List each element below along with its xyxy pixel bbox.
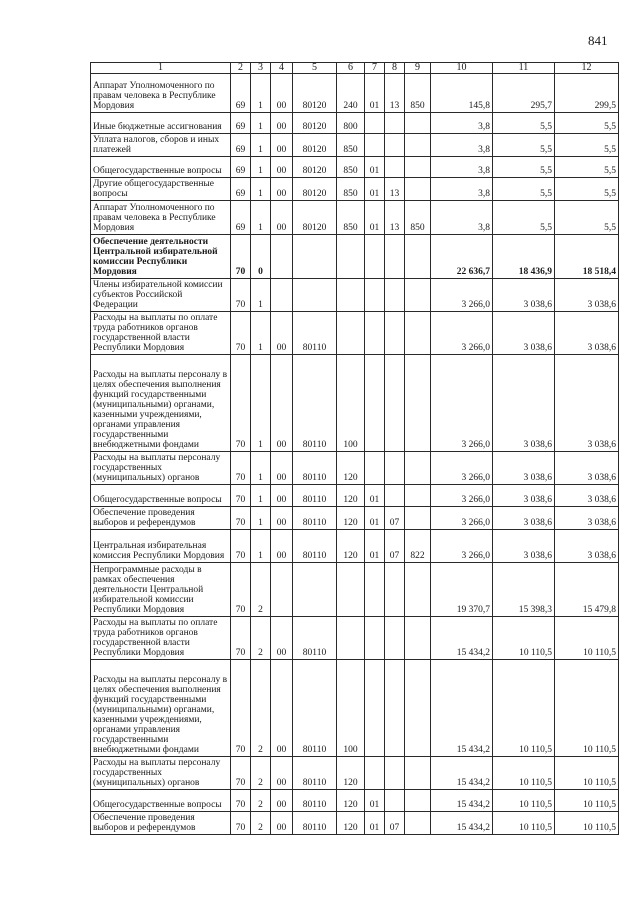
column-header: 11: [493, 63, 555, 74]
table-cell: 1: [251, 134, 271, 157]
table-cell: 5,5: [555, 113, 619, 134]
table-cell: 00: [271, 530, 293, 563]
table-cell: 5,5: [493, 157, 555, 178]
table-row: [91, 790, 619, 812]
table-cell: 5,5: [555, 157, 619, 178]
table-cell: [365, 617, 385, 660]
table-cell: [405, 790, 431, 812]
column-header: 3: [251, 63, 271, 74]
table-cell: 00: [271, 74, 293, 113]
table-cell: 00: [271, 757, 293, 790]
table-cell: 18 518,4: [555, 235, 619, 279]
table-cell: [405, 617, 431, 660]
table-cell: 3 038,6: [555, 530, 619, 563]
table-cell: 2: [251, 757, 271, 790]
table-row: [91, 355, 619, 452]
table-row: [91, 312, 619, 355]
row-name-cell: Обеспечение деятельности Центральной избирательной комиссии Республики Мордовия: [91, 235, 231, 279]
table-cell: 00: [271, 485, 293, 507]
column-header: 12: [555, 63, 619, 74]
table-row: [91, 485, 619, 507]
table-cell: 3 038,6: [555, 507, 619, 530]
table-cell: [337, 563, 365, 617]
table-cell: 00: [271, 812, 293, 835]
row-name-cell: Расходы на выплаты персоналу государственных (муниципальных) органов: [91, 757, 231, 790]
column-header: 8: [385, 63, 405, 74]
table-cell: 70: [231, 485, 251, 507]
table-cell: [365, 134, 385, 157]
table-cell: 100: [337, 660, 365, 757]
column-header: 9: [405, 63, 431, 74]
table-cell: 2: [251, 790, 271, 812]
table-cell: 1: [251, 74, 271, 113]
table-cell: [405, 563, 431, 617]
table-cell: 18 436,9: [493, 235, 555, 279]
table-cell: 01: [365, 74, 385, 113]
table-cell: 120: [337, 757, 365, 790]
table-cell: 70: [231, 355, 251, 452]
table-cell: 3 038,6: [493, 279, 555, 312]
table-cell: 00: [271, 790, 293, 812]
table-cell: [405, 452, 431, 485]
table-cell: [385, 157, 405, 178]
row-name-cell: Расходы на выплаты персоналу государственных (муниципальных) органов: [91, 452, 231, 485]
table-cell: 19 370,7: [431, 563, 493, 617]
table-cell: 850: [337, 178, 365, 201]
table-cell: 70: [231, 812, 251, 835]
table-cell: 120: [337, 530, 365, 563]
table-cell: 01: [365, 530, 385, 563]
table-cell: 70: [231, 530, 251, 563]
table-cell: [365, 660, 385, 757]
table-row: [91, 113, 619, 134]
table-cell: 10 110,5: [555, 790, 619, 812]
table-cell: [405, 355, 431, 452]
table-cell: 80110: [293, 617, 337, 660]
column-header: 10: [431, 63, 493, 74]
table-cell: 10 110,5: [493, 812, 555, 835]
table-cell: 3 038,6: [555, 355, 619, 452]
row-name-cell: Другие общегосударственные вопросы: [91, 178, 231, 201]
table-cell: 00: [271, 355, 293, 452]
table-cell: [385, 485, 405, 507]
table-cell: 3 266,0: [431, 312, 493, 355]
table-cell: [385, 134, 405, 157]
column-header: 7: [365, 63, 385, 74]
row-name-cell: Общегосударственные вопросы: [91, 790, 231, 812]
table-cell: 3 038,6: [555, 279, 619, 312]
table-cell: 70: [231, 452, 251, 485]
row-name-cell: Непрограммные расходы в рамках обеспечения деятельности Центральной избирательной комиссии Республики Мордовия: [91, 563, 231, 617]
row-name-cell: Аппарат Уполномоченного по правам человека в Республике Мордовия: [91, 74, 231, 113]
table-cell: 15 434,2: [431, 757, 493, 790]
table-cell: 822: [405, 530, 431, 563]
table-cell: 80110: [293, 660, 337, 757]
table-cell: 1: [251, 355, 271, 452]
table-cell: 15 434,2: [431, 617, 493, 660]
table-cell: 299,5: [555, 74, 619, 113]
table-cell: 3,8: [431, 157, 493, 178]
table-cell: 69: [231, 113, 251, 134]
table-cell: 1: [251, 485, 271, 507]
table-cell: [405, 235, 431, 279]
table-cell: 00: [271, 507, 293, 530]
table-cell: 00: [271, 452, 293, 485]
table-cell: [337, 279, 365, 312]
table-cell: 2: [251, 563, 271, 617]
table-cell: 2: [251, 617, 271, 660]
table-cell: [337, 617, 365, 660]
table-row: [91, 74, 619, 113]
row-name-cell: Уплата налогов, сборов и иных платежей: [91, 134, 231, 157]
row-name-cell: Члены избирательной комиссии субъектов Российской Федерации: [91, 279, 231, 312]
column-header: 5: [293, 63, 337, 74]
table-cell: 70: [231, 507, 251, 530]
table-cell: 80110: [293, 355, 337, 452]
table-cell: 80110: [293, 812, 337, 835]
table-cell: 70: [231, 617, 251, 660]
table-cell: 850: [337, 201, 365, 235]
table-cell: 15 434,2: [431, 812, 493, 835]
table-cell: 70: [231, 279, 251, 312]
table-cell: 69: [231, 157, 251, 178]
table-cell: 80110: [293, 452, 337, 485]
table-cell: [385, 660, 405, 757]
column-header: 1: [91, 63, 231, 74]
table-cell: [385, 312, 405, 355]
table-row: [91, 279, 619, 312]
page-number: 841: [588, 33, 608, 48]
table-cell: 1: [251, 530, 271, 563]
column-header: 6: [337, 63, 365, 74]
table-cell: 1: [251, 312, 271, 355]
table-cell: 10 110,5: [493, 757, 555, 790]
table-cell: 1: [251, 201, 271, 235]
table-cell: [405, 113, 431, 134]
table-row: [91, 178, 619, 201]
table-cell: 5,5: [493, 113, 555, 134]
table-cell: 00: [271, 201, 293, 235]
table-cell: 3 038,6: [493, 452, 555, 485]
table-cell: 80120: [293, 113, 337, 134]
table-cell: 01: [365, 507, 385, 530]
table-cell: [337, 235, 365, 279]
table-row: [91, 235, 619, 279]
table-cell: 2: [251, 660, 271, 757]
table-cell: [293, 563, 337, 617]
table-cell: 120: [337, 812, 365, 835]
table-cell: 80110: [293, 507, 337, 530]
row-name-cell: Общегосударственные вопросы: [91, 157, 231, 178]
table-cell: 800: [337, 113, 365, 134]
table-row: [91, 134, 619, 157]
table-cell: 5,5: [493, 178, 555, 201]
table-cell: 3 038,6: [555, 485, 619, 507]
table-cell: [365, 279, 385, 312]
table-cell: [271, 235, 293, 279]
table-cell: [365, 563, 385, 617]
table-cell: 3,8: [431, 201, 493, 235]
table-cell: 5,5: [555, 201, 619, 235]
table-cell: 00: [271, 178, 293, 201]
table-body: [91, 74, 619, 835]
table-cell: 69: [231, 201, 251, 235]
table-cell: 3 266,0: [431, 355, 493, 452]
table-cell: 3 038,6: [493, 485, 555, 507]
table-cell: [405, 312, 431, 355]
table-cell: 80110: [293, 757, 337, 790]
table-cell: 13: [385, 74, 405, 113]
table-cell: 3 038,6: [493, 312, 555, 355]
table-row: [91, 201, 619, 235]
table-cell: 5,5: [493, 134, 555, 157]
table-cell: [405, 157, 431, 178]
table-cell: 3,8: [431, 134, 493, 157]
table-cell: [405, 485, 431, 507]
table-cell: 70: [231, 235, 251, 279]
row-name-cell: Расходы на выплаты персоналу в целях обеспечения выполнения функций государственными (муниципальными) органами, казенными учреждениями, органами управления государственными внебюджетными фондами: [91, 660, 231, 757]
table-cell: [385, 452, 405, 485]
table-row: [91, 507, 619, 530]
table-cell: 70: [231, 757, 251, 790]
table-cell: [271, 279, 293, 312]
table-cell: 00: [271, 660, 293, 757]
table-cell: 10 110,5: [493, 790, 555, 812]
table-cell: 10 110,5: [555, 812, 619, 835]
table-cell: 00: [271, 134, 293, 157]
table-cell: 13: [385, 178, 405, 201]
row-name-cell: Расходы на выплаты по оплате труда работников органов государственной власти Республики Мордовия: [91, 617, 231, 660]
table-cell: 1: [251, 113, 271, 134]
table-cell: 3 266,0: [431, 279, 493, 312]
table-cell: [385, 355, 405, 452]
table-cell: 15 398,3: [493, 563, 555, 617]
table-cell: 80120: [293, 157, 337, 178]
table-cell: [405, 279, 431, 312]
table-cell: 70: [231, 660, 251, 757]
table-cell: 850: [337, 134, 365, 157]
table-cell: 0: [251, 235, 271, 279]
row-name-cell: Аппарат Уполномоченного по правам человека в Республике Мордовия: [91, 201, 231, 235]
table-cell: 01: [365, 157, 385, 178]
row-name-cell: Общегосударственные вопросы: [91, 485, 231, 507]
table-cell: 80120: [293, 134, 337, 157]
table-cell: [385, 235, 405, 279]
table-cell: 3 038,6: [493, 355, 555, 452]
table-cell: [385, 757, 405, 790]
table-cell: 120: [337, 507, 365, 530]
table-cell: 145,8: [431, 74, 493, 113]
table-cell: [385, 279, 405, 312]
table-cell: 01: [365, 201, 385, 235]
table-cell: 80110: [293, 312, 337, 355]
table-cell: 3 266,0: [431, 530, 493, 563]
table-cell: 3 038,6: [555, 452, 619, 485]
table-row: [91, 563, 619, 617]
row-name-cell: Иные бюджетные ассигнования: [91, 113, 231, 134]
table-cell: [293, 235, 337, 279]
table-cell: 850: [337, 157, 365, 178]
table-cell: 120: [337, 485, 365, 507]
table-header: [91, 63, 619, 74]
table-row: [91, 660, 619, 757]
table-cell: 3 266,0: [431, 452, 493, 485]
table-cell: 10 110,5: [555, 757, 619, 790]
table-cell: 01: [365, 812, 385, 835]
row-name-cell: Расходы на выплаты персоналу в целях обеспечения выполнения функций государственными (муниципальными) органами, казенными учреждениями, органами управления государственными внебюджетными фондами: [91, 355, 231, 452]
table-cell: [365, 757, 385, 790]
table-cell: 240: [337, 74, 365, 113]
budget-table: [90, 62, 619, 835]
table-cell: 07: [385, 812, 405, 835]
table-cell: [405, 178, 431, 201]
table-row: [91, 452, 619, 485]
table-cell: 01: [365, 178, 385, 201]
table-cell: 13: [385, 201, 405, 235]
table-cell: 1: [251, 157, 271, 178]
table-cell: 15 434,2: [431, 660, 493, 757]
table-cell: 00: [271, 312, 293, 355]
table-cell: [385, 617, 405, 660]
table-cell: 3 038,6: [493, 507, 555, 530]
table-cell: [385, 113, 405, 134]
table-cell: 70: [231, 563, 251, 617]
table-cell: 5,5: [555, 134, 619, 157]
table-cell: 3,8: [431, 113, 493, 134]
table-row: [91, 812, 619, 835]
table-cell: 120: [337, 790, 365, 812]
table-cell: 80120: [293, 201, 337, 235]
table-row: [91, 157, 619, 178]
table-cell: [365, 312, 385, 355]
table-cell: 10 110,5: [493, 617, 555, 660]
table-cell: 850: [405, 74, 431, 113]
row-name-cell: Центральная избирательная комиссия Республики Мордовия: [91, 530, 231, 563]
table-cell: [365, 235, 385, 279]
table-row: [91, 617, 619, 660]
table-cell: [405, 660, 431, 757]
table-cell: 15 434,2: [431, 790, 493, 812]
table-cell: 00: [271, 617, 293, 660]
table-cell: 00: [271, 157, 293, 178]
table-cell: 295,7: [493, 74, 555, 113]
table-cell: [365, 113, 385, 134]
row-name-cell: Обеспечение проведения выборов и референдумов: [91, 812, 231, 835]
table-cell: 01: [365, 485, 385, 507]
table-cell: 10 110,5: [493, 660, 555, 757]
table-cell: [385, 790, 405, 812]
table-cell: [365, 355, 385, 452]
table-cell: 2: [251, 812, 271, 835]
table-cell: 100: [337, 355, 365, 452]
table-cell: 3 266,0: [431, 507, 493, 530]
table-cell: 70: [231, 790, 251, 812]
table-cell: 3,8: [431, 178, 493, 201]
table-cell: 850: [405, 201, 431, 235]
table-cell: 1: [251, 178, 271, 201]
table-cell: [365, 452, 385, 485]
table-cell: 15 479,8: [555, 563, 619, 617]
table-cell: 10 110,5: [555, 660, 619, 757]
column-header: 4: [271, 63, 293, 74]
table-cell: 3 266,0: [431, 485, 493, 507]
table-cell: 80120: [293, 74, 337, 113]
table-cell: 01: [365, 790, 385, 812]
table-cell: 3 038,6: [493, 530, 555, 563]
table-cell: 00: [271, 113, 293, 134]
row-name-cell: Расходы на выплаты по оплате труда работников органов государственной власти Республики Мордовия: [91, 312, 231, 355]
table-cell: 69: [231, 134, 251, 157]
table-cell: 120: [337, 452, 365, 485]
table-cell: 5,5: [493, 201, 555, 235]
table-cell: 1: [251, 507, 271, 530]
table-cell: [385, 563, 405, 617]
table-cell: [405, 134, 431, 157]
table-row: [91, 757, 619, 790]
table-cell: [293, 279, 337, 312]
table-cell: [405, 757, 431, 790]
header-row: [91, 63, 619, 74]
column-header: 2: [231, 63, 251, 74]
table-cell: [405, 812, 431, 835]
table-cell: [405, 507, 431, 530]
table-cell: 1: [251, 452, 271, 485]
table-cell: 3 038,6: [555, 312, 619, 355]
table-cell: 22 636,7: [431, 235, 493, 279]
table-cell: [271, 563, 293, 617]
table-cell: 10 110,5: [555, 617, 619, 660]
table-cell: [337, 312, 365, 355]
table-cell: 80110: [293, 790, 337, 812]
table-row: [91, 530, 619, 563]
row-name-cell: Обеспечение проведения выборов и референдумов: [91, 507, 231, 530]
table-cell: 80120: [293, 178, 337, 201]
table-cell: 70: [231, 312, 251, 355]
table-cell: 69: [231, 178, 251, 201]
table-cell: 07: [385, 530, 405, 563]
table-cell: 69: [231, 74, 251, 113]
table-cell: 80110: [293, 530, 337, 563]
table-cell: 07: [385, 507, 405, 530]
table-cell: 5,5: [555, 178, 619, 201]
table-cell: 1: [251, 279, 271, 312]
table-cell: 80110: [293, 485, 337, 507]
